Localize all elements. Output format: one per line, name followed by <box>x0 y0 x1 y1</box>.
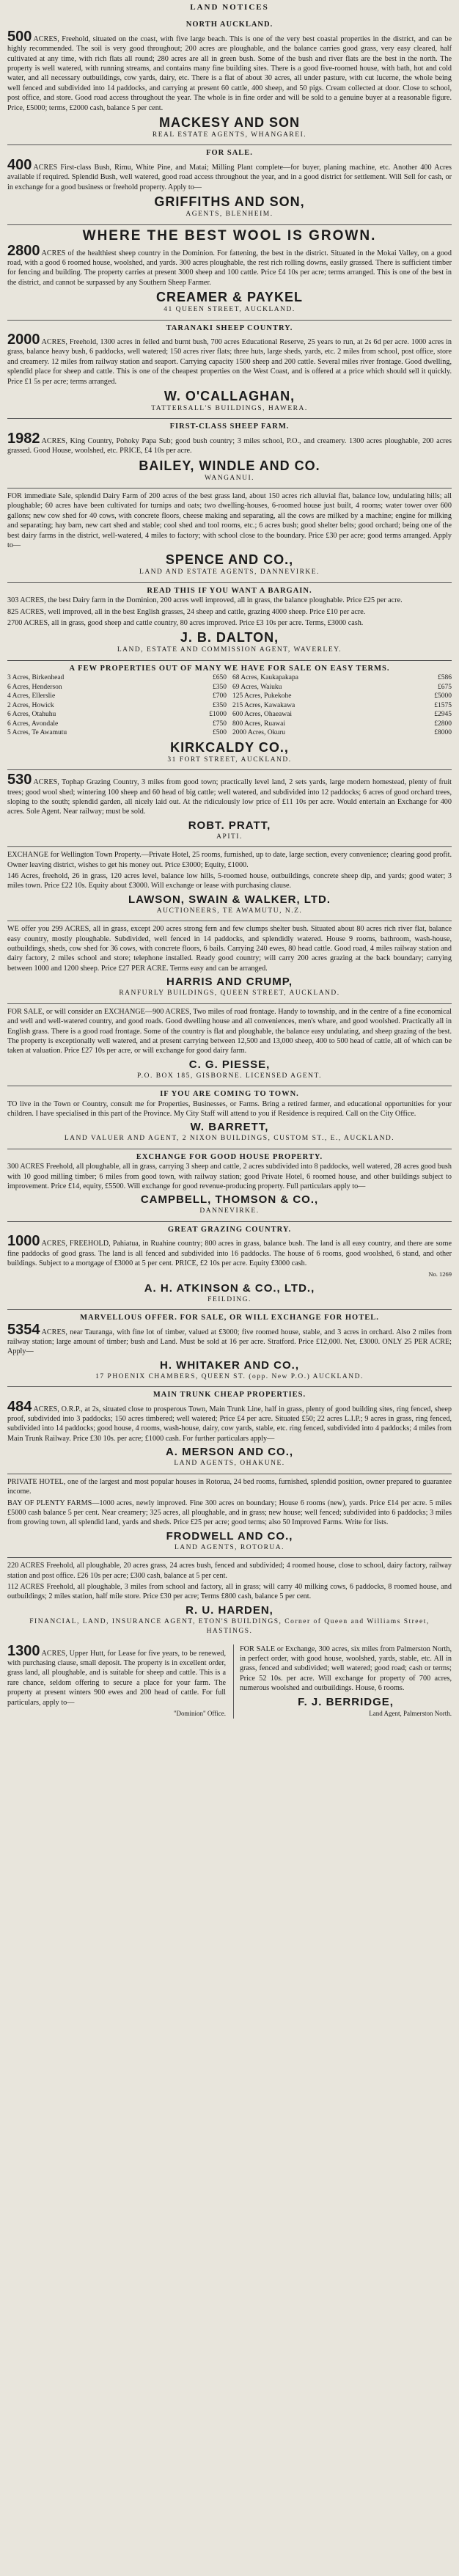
ad-heading: A FEW PROPERTIES OUT OF MANY WE HAVE FOR SALE ON EASY TERMS. <box>69 664 390 673</box>
classified-ad <box>7 1474 452 1558</box>
firm-address: FINANCIAL, LAND, INSURANCE AGENT, ETON'S BUILDINGS, Corner of Queen and Williams Street, HASTINGS. <box>29 1617 430 1636</box>
list-item-price: £1000 <box>209 711 227 719</box>
firm-name: A. H. ATKINSON & CO., LTD., <box>144 1281 315 1295</box>
ad-body <box>7 773 452 817</box>
lead-number: 2000 <box>7 331 40 348</box>
ad-paragraph <box>7 871 452 891</box>
paragraph-text: ACRES First-class Bush, Rimu, White Pine, and Matai; Milling Plant complete—for buyer, planing machine, etc. Another 400 Acres available if required. Splendid Bush, well watered, good road access throughout the year, and in a good district for settlement. Will Sell for cash, or in exchange for a good business or freehold property. Apply to— <box>7 163 452 191</box>
ad-heading: READ THIS IF YOU WANT A BARGAIN. <box>147 586 312 595</box>
ad-paragraph <box>7 773 452 817</box>
firm-name: GRIFFITHS AND SON, <box>154 194 305 210</box>
paragraph-text: ACRES, FREEHOLD, Pahiatua, in Ruahine country; 800 acres in grass, balance bush. The land is all easy country, and there are some fine paddocks of good grass. The land is all fenced and subdivided into 16 paddocks. The house of 6 rooms, good woolshed, 6 stand, and other buildings. Subject to a mortgage of £3000 at 5 per cent. PRICE, £2 10s per acre. Equity £3000 cash. <box>7 1240 452 1267</box>
page-masthead: LAND NOTICES <box>190 3 269 12</box>
ad-paragraph <box>7 244 452 288</box>
firm-name: A. MERSON AND CO., <box>165 1446 294 1459</box>
list-item-name: 215 Acres, Kawakawa <box>232 701 295 709</box>
firm-address: LAND AGENTS, ROTORUA. <box>174 1543 285 1551</box>
list-item-name: 3 Acres, Birkenhead <box>7 674 65 682</box>
ad-body <box>7 1099 452 1119</box>
list-item-name: 69 Acres, Waiuku <box>232 683 282 691</box>
lead-number: 500 <box>7 28 32 45</box>
ad-reference: No. 1269 <box>428 1270 452 1278</box>
ad-body <box>7 1400 452 1444</box>
firm-address: TATTERSALL'S BUILDINGS, HAWERA. <box>151 404 308 412</box>
ad-paragraph <box>7 924 452 973</box>
list-item-name: 68 Acres, Kaukapakapa <box>232 674 298 682</box>
classified-ad <box>7 583 452 661</box>
paragraph-text: 220 ACRES Freehold, all ploughable, 20 acres grass, 24 acres bush, fenced and subdivided; 4 roomed house, close to school, dairy factory, railway station and post office. £26 10s per acre; £300 cash, balance at 5 per cent. <box>7 1562 452 1580</box>
ad-footer: "Dominion" Office. <box>173 1710 226 1717</box>
firm-name: MACKESY AND SON <box>158 115 301 131</box>
ad-heading: MARVELLOUS OFFER. FOR SALE, OR WILL EXCHANGE FOR HOTEL. <box>80 1314 379 1322</box>
list-item-name: 6 Acres, Avondale <box>7 720 59 728</box>
list-item-name: 6 Acres, Henderson <box>7 683 62 691</box>
paragraph-text: 112 ACRES Freehold, all ploughable, 3 miles from school and factory, all in grass; will carry 40 milking cows, 6 paddocks, 8 roomed house, and outbuildings; 2 miles station, half mile store. Price £30 per acre; Terms £800 cash, balance 5 per cent. <box>7 1582 452 1601</box>
list-item-name: 600 Acres, Ohaeawai <box>232 711 292 719</box>
classified-ad <box>7 770 452 847</box>
classified-ad <box>7 1222 452 1310</box>
paragraph-text: 2700 ACRES, all in grass, good sheep and cattle country, 80 acres improved. Price £3 10s per acre. Terms, £3000 cash. <box>7 619 364 628</box>
list-item-name: 125 Acres, Pukekohe <box>232 692 292 700</box>
list-item-price: £586 <box>438 674 452 682</box>
ad-paragraph <box>7 596 452 605</box>
lead-number: 1000 <box>7 1233 40 1250</box>
classified-ad <box>7 1310 452 1387</box>
list-item-price: £650 <box>213 674 227 682</box>
ad-paragraph <box>7 1477 452 1497</box>
list-item-price: £350 <box>213 701 227 709</box>
ad-heading: IF YOU ARE COMING TO TOWN. <box>160 1090 299 1099</box>
ad-heading: WHERE THE BEST WOOL IS GROWN. <box>82 227 377 244</box>
paragraph-text: ACRES, near Tauranga, with fine lot of timber, valued at £3000; five roomed house, stable, and 3 acres in orchard. Also 2 miles from railway station; large amount of timber; bush and Land. Must be sold at 16 per acre. Stratford. Price £12,000. Net, £3000. ONLY 25 PER ACRE; Apply— <box>7 1328 452 1356</box>
firm-address: DANNEVIRKE. <box>199 1207 260 1215</box>
lead-number: 1300 <box>7 1642 40 1659</box>
firm-address: 17 PHOENIX CHAMBERS, QUEEN ST. (opp. New P.O.) AUCKLAND. <box>95 1372 364 1380</box>
paragraph-text: 825 ACRES, well improved, all in the best English grasses, 24 sheep and cattle, grazing 4000 sheep. Price £10 per acre. <box>7 607 366 616</box>
ad-heading: FOR SALE. <box>206 149 253 158</box>
ad-body <box>7 491 452 550</box>
firm-address: AUCTIONEERS, TE AWAMUTU, N.Z. <box>156 907 303 915</box>
firm-name: H. WHITAKER AND CO., <box>160 1358 299 1372</box>
paragraph-text: ACRES, Freehold, situated on the coast, with five large beach. This is one of the very best coastal properties in the district, and can be highly recommended. The soil is very good throughout; 200 acres are ploughable, and the balance carries good grass, very easy cleared, half cultivated at any time, with rich flats all round; 280 acres are all in green bush. Some of the bush and river flats are the best in the north. The property is well watered, with running streams, and contains many fine building sites. There is a good five-roomed house, with bath, hot and cold water, and all necessary outbuildings, cow yards, dairy, etc. There is a flat of about 30 acres, all under pasture, with cut lucerne, the whole being well fenced and subdivided into 14 paddocks, and carrying at present 60 cattle, 400 sheep, and 50 pigs. Cream collected at door. Close to school, post office, and store. Good road access throughout the year. The whole is in fine order and will be sold to a genuine buyer at a reasonable figure. Price, £5000; terms, £2000 cash, balance 5 per cent. <box>7 34 452 112</box>
firm-address: FEILDING. <box>208 1295 251 1303</box>
ad-heading: GREAT GRAZING COUNTRY. <box>167 1225 292 1234</box>
list-item-price: £2945 <box>434 711 452 719</box>
paragraph-text: EXCHANGE for Wellington Town Property.—Private Hotel, 25 rooms, furnished, up to date, large section, every convenience; clearing good profit. Owner leaving district, wishes to get his money out. Price £3000; Equity, £1000. <box>7 851 452 869</box>
firm-address: AGENTS, BLENHEIM. <box>186 211 273 219</box>
ad-paragraph <box>7 1099 452 1119</box>
paragraph-text: ACRES, Tophap Grazing Country, 3 miles from good town; practically level land, 2 sets yards, large modern homestead, plenty of fruit trees; good wool shed; wintering 100 sheep and 60 head of big cattle; well watered, and subdivided into 12 paddocks; 6 acres of good orchard trees, sloping to the south; splendid garden, all nicely laid out. At the ridiculously low price of £11 10s per acre. Would entertain an Exchange for 400 acres. Sole Agent. Near railway; must be sold. <box>7 778 452 816</box>
firm-name: C. G. PIESSE, <box>188 1058 271 1071</box>
ad-heading: MAIN TRUNK CHEAP PROPERTIES. <box>153 1391 306 1399</box>
firm-address: LAND, ESTATE AND COMMISSION AGENT, WAVERLEY. <box>117 646 342 654</box>
last-row-ads <box>7 1642 452 1724</box>
firm-address: Land Agent, Palmerston North. <box>369 1709 452 1717</box>
ad-body <box>7 673 452 738</box>
firm-name: HARRIS AND CRUMP, <box>166 976 293 989</box>
ad-paragraph <box>7 850 452 870</box>
classified-ad <box>7 1558 452 1641</box>
classified-ad <box>7 921 452 1003</box>
list-item-name: 6 Acres, Otahuhu <box>7 711 56 719</box>
firm-name: CREAMER & PAYKEL <box>155 290 304 305</box>
ads-column <box>7 17 452 1641</box>
firm-address: LAND AGENTS, OHAKUNE. <box>174 1460 285 1468</box>
firm-address: 41 QUEEN STREET, AUCKLAND. <box>164 306 295 314</box>
firm-address: WANGANUI. <box>204 474 255 482</box>
ad-body <box>7 30 452 113</box>
paragraph-text: ACRES of the healthiest sheep country in the Dominion. For fattening, the best in the district. Situated in the Mokai Valley, on a good road, with a good 6 roomed house, woolshed, and yards. 300 acres ploughable, the rest rich rolling downs, easily grassed. There is sufficient timber for fencing and building. The property carries at present 3000 sheep and 100 cattle. Price £4 10s per acre; terms arranged. This is one of the best in the district, and cannot be surpassed by any Southern Sheep Farmer. <box>7 249 452 287</box>
list-item-name: 4 Acres, Ellerslie <box>7 692 56 700</box>
classified-ad <box>7 145 452 224</box>
ad-paragraph <box>7 491 452 550</box>
paragraph-text: ACRES, Freehold, 1300 acres in felled and burnt bush, 700 acres Educational Reserve, 25 years to run, at 2s 6d per acre. 1000 acres in grass, balance heavy bush, 6 paddocks, well watered; 150 acres river flats; three huts, large sheds, yards, etc. 2 miles from school, post office, store and creamery. 12 miles from railway station and seaport. Carrying capacity 1500 sheep and 200 cattle. Several miles river frontage. Good dwelling, splendid place for sheep and cattle. This is one of the cheapest properties on the West Coast, and is offered at a price which should sell it quickly. Price £1 5s per acre; terms arranged. <box>7 337 452 386</box>
ad-paragraph <box>7 158 452 192</box>
list-item-price: £350 <box>213 683 227 691</box>
paragraph-text: 300 ACRES Freehold, all ploughable, all in grass, carrying 3 sheep and cattle, 2 acres subdivided into 8 paddocks, well watered, 28 acres good bush with 10 good milling timber; 6 miles from good town, with railway station; good Private Hotel, 6 roomed house, and other buildings subject to improvement. Price £14, equity, £5500. Will exchange for good revenue-producing property. Full particulars apply to— <box>7 1163 452 1190</box>
list-item-price: £8000 <box>434 729 452 737</box>
ad-body <box>240 1644 452 1694</box>
ad-paragraph <box>7 618 452 628</box>
firm-name: BAILEY, WINDLE AND CO. <box>139 458 320 473</box>
ad-body <box>7 1234 452 1268</box>
list-item-price: £675 <box>438 683 452 691</box>
paragraph-text: FOR SALE, or will consider an EXCHANGE—900 ACRES, Two miles of road frontage. Handy to township, and in the centre of a fine economical and well and well-watered country, and good roads. Good dwelling house and all conveniences, men's whare, and good woolshed. Practically all in English grass. There is a good road frontage. Some of the country is flat and ploughable, the balance easy undulating, and sheep grazing of the best. The property is exceptionally well watered, and at present carrying between 12,500 and 13,000 sheep, 400 to 500 head of cattle, all of which can be taken at valuation. Price £27 10s per acre, or will exchange for good dairy farm. <box>7 1007 452 1055</box>
classified-ad <box>7 17 452 145</box>
ad-paragraph <box>7 1561 452 1581</box>
paragraph-text: ACRES, Upper Hutt, for Lease for five years, to be renewed, with purchasing clause, small deposit. The property is in excellent order, grass land, all ploughable, and is suitable for sheep and cattle. This is a rare chance, seldom offering to secure a place for your farm. The property at present winters 900 ewes and 200 head of cattle. For full particulars, apply to— <box>7 1649 226 1707</box>
list-item-price: £500 <box>213 729 227 737</box>
firm-name: CAMPBELL, THOMSON & CO., <box>140 1193 319 1207</box>
list-item-price: £5000 <box>434 692 452 700</box>
ad-paragraph <box>7 1162 452 1191</box>
classified-ad <box>7 661 452 770</box>
firm-name: W. BARRETT, <box>190 1121 269 1134</box>
ad-paragraph <box>7 1499 452 1528</box>
firm-name: J. B. DALTON, <box>180 630 279 645</box>
ad-paragraph <box>7 607 452 617</box>
property-list <box>7 673 452 738</box>
ad-body <box>7 1323 452 1357</box>
firm-address: REAL ESTATE AGENTS, WHANGAREI. <box>152 131 307 139</box>
list-item-price: £700 <box>213 692 227 700</box>
ad-paragraph <box>7 1234 452 1268</box>
firm-name: KIRKCALDY CO., <box>170 739 289 755</box>
ad-paragraph <box>7 30 452 113</box>
firm-address: LAND AND ESTATE AGENTS, DANNEVIRKE. <box>139 568 320 577</box>
lead-number: 484 <box>7 1398 32 1415</box>
firm-address: P.O. BOX 185, GISBORNE. LICENSED AGENT. <box>136 1072 323 1080</box>
firm-name: F. J. BERRIDGE, <box>298 1695 394 1708</box>
paragraph-text: FOR immediate Sale, splendid Dairy Farm of 200 acres of the best grass land, about 150 acres rich alluvial flat, balance low, undulating hills; all ploughable; 60 acres have been cultivated for turnips and oats; two dwelling-houses, 6-roomed house just built, 4 rooms; water tower over 600 gallons; new cow shed for 40 cows, with concrete floors, cheese making and separating, all the cows are milked by a machine; engine for milking and separating; hay barn, new cart shed and stable; cool shed and tool rooms, etc.; 6 acres bush; good shelter belts; good orchard; being one of the best dairy farms in the district, well-watered, 4 miles to factory; with school close to the boundary. Price £30 per acre; good terms arranged. Apply to— <box>7 492 452 550</box>
firm-name: FRODWELL AND CO., <box>166 1529 293 1543</box>
ad-body <box>7 1162 452 1191</box>
upper-hutt-ad <box>7 1644 226 1719</box>
classified-ad <box>7 1149 452 1222</box>
ad-paragraph <box>7 1007 452 1056</box>
paragraph-text: 146 Acres, freehold, 26 in grass, 120 acres level, balance low hills, 5-roomed house, outbuildings, concrete sheep dip, and yards; good water; 3 miles town. Price £22 10s. Equity about £3000. Will exchange or lease with purchasing clause. <box>7 872 452 890</box>
ad-body <box>7 1007 452 1056</box>
ad-paragraph: FOR SALE or Exchange, 300 acres, six miles from Palmerston North, in perfect order, with good house, woolshed, yards, stable, etc. All in grass, fenced and subdivided; well watered; good road; cash or terms; Price 52 10s. per acre. Will exchange for property of 700 acres, numerous woolshed and outbuildings. House, 6 rooms. <box>240 1644 452 1693</box>
firm-name: W. O'CALLAGHAN, <box>164 388 295 403</box>
berridge-ad <box>233 1644 452 1719</box>
ad-paragraph <box>7 1323 452 1357</box>
lead-number: 2800 <box>7 242 40 259</box>
paragraph-text: BAY OF PLENTY FARMS—1000 acres, newly improved. Fine 300 acres on boundary; House 6 rooms (new), yards. Price £14 per acre. 5 miles £5000 cash balance 5 per cent. Near creamery; 325 acres, all ploughable, and in grass; new house; well fenced; subdivided into 6 paddocks; 3 miles from growing town, all splendid land, yards and sheds. Price £25 per acre; good terms; also 50 Improved Farms. Write for lists. <box>7 1499 452 1527</box>
ad-body <box>7 333 452 387</box>
ad-heading: FIRST-CLASS SHEEP FARM. <box>169 422 290 431</box>
ad-paragraph <box>7 333 452 387</box>
ad-body <box>7 1561 452 1602</box>
ad-heading: TARANAKI SHEEP COUNTRY. <box>166 323 293 332</box>
ad-paragraph <box>7 1582 452 1602</box>
ad-heading: NORTH AUCKLAND. <box>186 21 273 29</box>
ad-heading: EXCHANGE FOR GOOD HOUSE PROPERTY. <box>136 1152 323 1161</box>
list-item-name: 800 Acres, Ruawai <box>232 720 286 728</box>
list-item-name: 2 Acres, Howick <box>7 701 54 709</box>
list-item-price: £1575 <box>434 701 452 709</box>
classified-ad <box>7 489 452 583</box>
list-item-price: £2800 <box>434 720 452 728</box>
paragraph-text: WE offer you 299 ACRES, all in grass, except 200 acres strong fern and few clumps shelter bush. Situated about 80 acres rich river flat, balance easy country, mostly ploughable. Subdivided, well fenced in 14 paddocks, and splendidly watered. House 9 rooms, bathroom, wash-house, outbuildings, sheds, cow shed for 36 cows, with concrete floors, 6 bails. Carrying 240 ewes, 80 head cattle. Good road, 4 miles railway station and dairy factory, 2 miles school and store; telephone installed. Ready good country; will carry 200 acres grazing at the back boundary; carrying between 1000 and 1200 sheep. Price £27 PER ACRE. Terms easy and can be arranged. <box>7 925 452 973</box>
ad-body <box>7 244 452 288</box>
list-item-name: 5 Acres, Te Awamutu <box>7 729 67 737</box>
firm-address: 31 FORT STREET, AUCKLAND. <box>167 755 292 764</box>
ad-paragraph <box>7 432 452 456</box>
classified-ad <box>7 1387 452 1474</box>
ad-body <box>7 1644 226 1708</box>
paragraph-text: 303 ACRES, the best Dairy farm in the Dominion, 200 acres well improved, all in grass, the balance ploughable. Price £25 per acre. <box>7 596 403 605</box>
classified-ad <box>7 847 452 921</box>
list-item-price: £750 <box>213 720 227 728</box>
lead-number: 530 <box>7 772 32 788</box>
lead-number: 1982 <box>7 430 40 447</box>
paragraph-text: TO live in the Town or Country, consult me for Properties, Businesses, or Farms. Bring a retired farmer, and educational opportunities for your children. I have specialised in this part of the Province. My City Staff will attend to you if Residence is required. Call on the City Office. <box>7 1099 452 1118</box>
ad-body <box>7 432 452 456</box>
firm-address: APITI. <box>216 833 243 841</box>
classified-ad <box>7 1004 452 1086</box>
ad-body <box>7 924 452 973</box>
ad-paragraph <box>7 1400 452 1444</box>
classified-ad <box>7 321 452 420</box>
ad-body <box>7 158 452 192</box>
firm-address: RANFURLY BUILDINGS, QUEEN STREET, AUCKLAND. <box>119 989 340 998</box>
ad-paragraph <box>7 1644 226 1708</box>
ad-body <box>7 1477 452 1528</box>
list-item-name: 2000 Acres, Okuru <box>232 729 286 737</box>
paragraph-text: ACRES, King Country, Pohoky Papa Sub; good bush country; 3 miles school, P.O., and creamery. 1300 acres ploughable, 200 acres grassed. Good House, woolshed, etc. PRICE, £4 10s per acre. <box>7 436 452 455</box>
ad-body <box>7 596 452 628</box>
ad-body <box>7 850 452 891</box>
firm-name: R. U. HARDEN, <box>186 1603 273 1617</box>
classified-ad <box>7 419 452 489</box>
firm-name: SPENCE AND CO., <box>165 552 294 568</box>
lead-number: 5354 <box>7 1321 40 1338</box>
paragraph-text: PRIVATE HOTEL, one of the largest and most popular houses in Rotorua, 24 bed rooms, furnished, splendid position, owner prepared to guarantee income. <box>7 1477 452 1496</box>
classified-ad <box>7 1086 452 1149</box>
firm-address: LAND VALUER AND AGENT, 2 NIXON BUILDINGS, CUSTOM ST., E., AUCKLAND. <box>64 1135 395 1143</box>
paragraph-text: ACRES, O.R.P., at 2s, situated close to prosperous Town, Main Trunk Line, half in grass, plenty of good building sites, ring fenced, sheep proof, subdivided into 3 paddocks; 150 acres timbered; well watered; Price £4 per acre. Situated £50; 22 acres L.I.P.; 9 acres in grass, ring fenced, subdivided into 14 paddocks; good house, 4 rooms, wash-house, dairy, cow yards, stable, etc. ring fenced, subdivided into 4 paddocks; 4 miles from Main Trunk Railway. Price £30 10s. per acre; £1000 cash. For further particulars apply— <box>7 1405 452 1443</box>
firm-name: ROBT. PRATT, <box>188 819 271 832</box>
classified-ad <box>7 225 452 321</box>
lead-number: 400 <box>7 156 32 173</box>
firm-name: LAWSON, SWAIN & WALKER, LTD. <box>128 893 331 906</box>
